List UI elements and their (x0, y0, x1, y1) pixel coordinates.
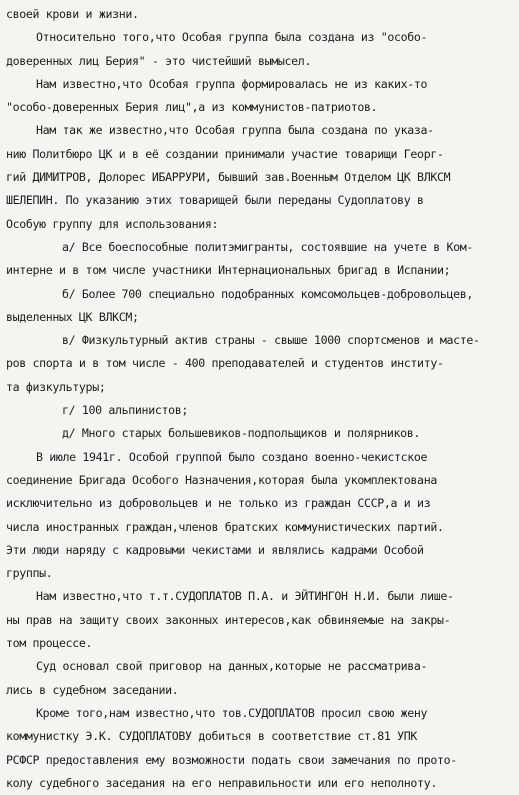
text-line: РСФСР предоставления ему возможности подать свои замечания по прото- (6, 752, 457, 767)
text-line: группы. (6, 566, 53, 581)
text-line: гий ДИМИТРОВ, Долорес ИБАРРУРИ, бывший зав.Военным Отделом ЦК ВЛКСМ (6, 170, 451, 185)
text-line: Кроме того,нам известно,что тов.СУДОПЛАТОВ просил свою жену (36, 705, 428, 720)
text-line: Суд основал свой приговор на данных,которые не рассматрива- (36, 659, 428, 674)
text-line: лись в судебном заседании. (6, 682, 179, 697)
text-line: Относительно того,что Особая группа была создана из "особо- (36, 30, 428, 45)
text-line: нию Политбюро ЦК и в её создании принимали участие товарищи Георг- (6, 146, 444, 161)
text-line: исключительно из добровольцев и не только из граждан СССР,а и из (6, 496, 431, 511)
text-line: та физкультуры; (6, 379, 106, 394)
text-line: соединение Бригада Особого Назначения,которая была укомплектована (6, 472, 437, 487)
text-line: в/ Физкультурный актив страны - свыше 1000 спортсменов и масте- (62, 333, 480, 348)
text-line: коммунистку Э.К. СУДОПЛАТОВУ добиться в соответствие ст.81 УПК (6, 729, 418, 744)
text-line: а/ Все боеспособные политэмигранты, состоявшие на учете в Ком- (62, 239, 474, 254)
text-line: доверенных лиц Берия" - это чистейший вымысел. (6, 53, 311, 68)
text-line: ров спорта и в том числе - 400 преподавателей и студентов институ- (6, 356, 444, 371)
text-line: интерне и в том числе участники Интернациональных бригад в Испании; (6, 263, 451, 278)
text-line: Нам так же известно,что Особая группа была создана по указа- (36, 123, 434, 138)
text-line: ны прав на защиту своих законных интересов,как обвиняемые на закры- (6, 612, 451, 627)
text-line: выделенных ЦК ВЛКСМ; (6, 309, 139, 324)
text-line: В июле 1941г. Особой группой было создано военно-чекистское (36, 449, 428, 464)
text-line: Нам известно,что т.т.СУДОПЛАТОВ П.А. и ЭЙТИНГОН Н.И. были лише- (36, 589, 454, 604)
text-line: д/ Много старых большевиков-подпольщиков и полярников. (62, 426, 421, 441)
text-line: "особо-доверенных Берия лиц",а из коммунистов-патриотов. (6, 100, 378, 115)
text-line: Особую группу для использования: (6, 216, 219, 231)
document-body (6, 3, 515, 795)
text-line: ШЕЛЕПИН. По указанию этих товарищей были переданы Судоплатову в (6, 193, 424, 208)
text-line: своей крови и жизни. (6, 7, 139, 21)
text-line: б/ Более 700 специально подобранных комсомольцев-добровольцев, (62, 286, 474, 301)
text-line: числа иностранных граждан,членов братских коммунистических партий. (6, 519, 444, 534)
text-line: г/ 100 альпинистов; (62, 403, 188, 418)
text-line: том процессе. (6, 636, 93, 651)
text-line: Эти люди наряду с кадровыми чекистами и являлись кадрами Особой (6, 542, 424, 557)
text-line: колу судебного заседания на его неправильности или его неполноту. (6, 775, 437, 790)
text-line: Нам известно,что Особая группа формировалась не из каких-то (36, 76, 428, 91)
